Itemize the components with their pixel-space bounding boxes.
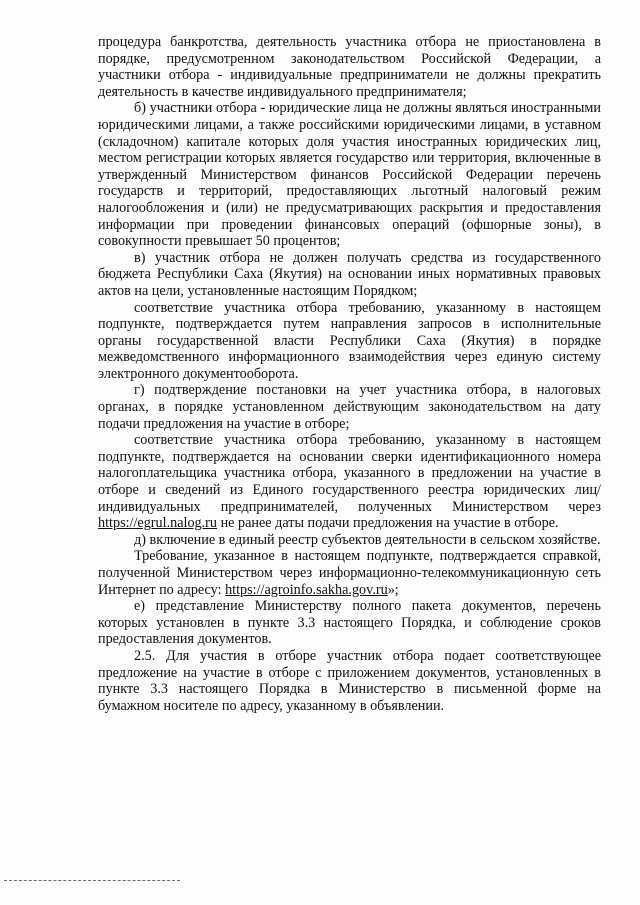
paragraph-d-registry: д) включение в единый реестр субъектов деятельности в сельском хозяйстве. — [134, 531, 601, 548]
agroinfo-link[interactable]: https://agroinfo.sakha.gov.ru — [225, 581, 388, 598]
paragraph-b-foreign-entities: б) участники отбора - юридические лица не должны являться иностранными юридическими лицами, а также российскими юридическими лицами, в уставном (складочном) капитале которых доля участия иностранных юридических лиц, местом регистрации которых является государство или территория, включенные в утвержденный Министерством финансов Российской Федерации перечень государств и территорий, предоставляющих льготный налоговый режим налогообложения и (или) не предусматривающих раскрытия и предоставления информации при проведении финансовых операций (офшорные зоны), в совокупности превышает 50 процентов; — [98, 100, 601, 250]
paragraph-e-documents: е) представление Министерству полного пакета документов, перечень которых установлен в пункте 3.3 настоящего Порядка, и соблюдение сроков предоставления документов. — [98, 598, 601, 648]
paragraph-v-budget-funds: в) участник отбора не должен получать средства из государственного бюджета Республики Саха (Якутия) на основании иных нормативных правовых актов на цели, установленные настоящим Порядком; — [98, 249, 601, 299]
paragraph-v-compliance: соответствие участника отбора требованию, указанному в настоящем подпункте, подтверждается путем направления запросов в исполнительные органы государственной власти Республики Саха (Якутия) в порядке межведомственного информационного взаимодействия через единую систему электронного документооборота. — [98, 299, 601, 382]
document-body — [98, 34, 601, 714]
paragraph-g-tax-registration: г) подтверждение постановки на учет участника отбора, в налоговых органах, в порядке установленном действующим законодательством на дату подачи предложения на участие в отборе; — [98, 382, 601, 432]
footer-divider — [4, 880, 180, 881]
paragraph-g-compliance: соответствие участника отбора требованию, указанному в настоящем подпункте, подтверждается на основании сверки идентификационного номера налогоплательщика участника отбора, указанного в предложении на участие в отборе и сведений из Единого государственного реестра юридических лиц/индивидуальных предпринимателей, полученных Министерством через https://egrul.nalog.ru не ранее даты подачи предложения на участие в отборе. — [98, 432, 601, 532]
paragraph-d-requirement: Требование, указанное в настоящем подпункте, подтверждается справкой, полученной Министерством через информационно-телекоммуникационную сеть Интернет по адресу: https://agroinfo.sakha.gov.ru»; — [98, 548, 601, 598]
egrul-link[interactable]: https://egrul.nalog.ru — [98, 515, 218, 532]
paragraph-bankruptcy: процедура банкротства, деятельность участника отбора не приостановлена в порядке, предусмотренном законодательством Российской Федерации, а участники отбора - индивидуальные предприниматели не должны прекратить деятельность в качестве индивидуального предпринимателя; — [98, 34, 601, 100]
paragraph-2-5-submission: 2.5. Для участия в отборе участник отбора подает соответствующее предложение на участие в отборе с приложением документов, установленных в пункте 3.3 настоящего Порядка в Министерство в письменной форме на бумажном носителе по адресу, указанному в объявлении. — [98, 647, 601, 714]
